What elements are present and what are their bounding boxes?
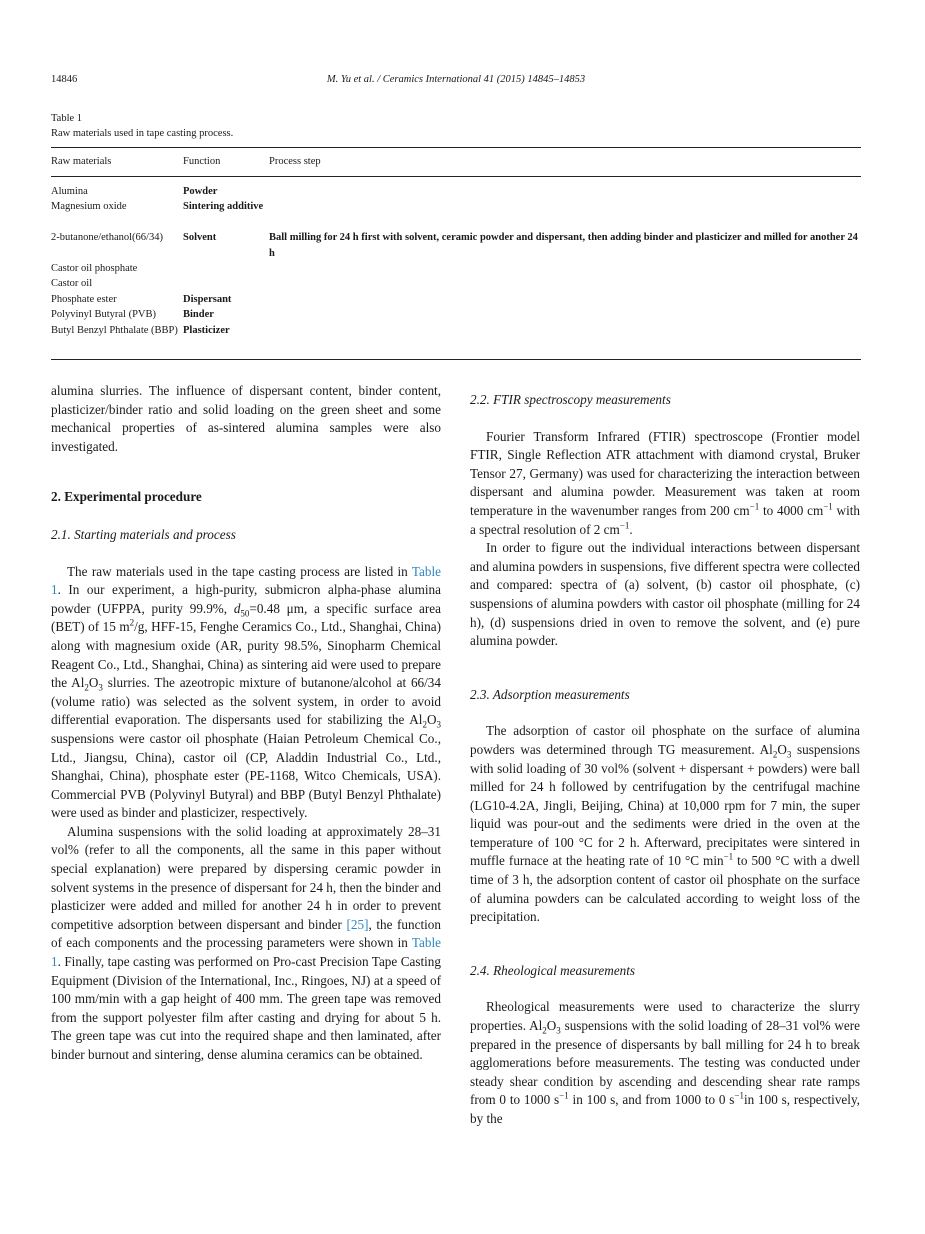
left-column <box>51 382 441 1065</box>
table-1-link[interactable]: Table 1 <box>51 563 441 598</box>
table-cell-material: Castor oil <box>51 278 93 289</box>
table-cell-material: Phosphate ester <box>51 294 117 305</box>
table-cell-material: Butyl Benzyl Phthalate (BBP) <box>51 325 178 336</box>
paragraph: The raw materials used in the tape casting process are listed in Table 1. In our experiment, a high-purity, submicron alpha-phase alumina powder (UFPPA, purity 99.9%, $d_{50}=0.48$ μm, a specific surface area (BET) of 15 $m^2/g$, HFF-15, Fenghe Ceramics Co., Ltd., Shanghai, China) along with magnesium oxide (AR, purity 98.5%, Sinopharm Chemical Reagent Co., Ltd., Shanghai, China) as sintering aid were used to prepare the $Al_2O_3$ slurries. The azeotropic mixture of butanone/alcohol at 66/34 (volume ratio) was selected as the solvent system, in order to avoid differential evaporation. The dispersants used for stabilizing the $Al_2O_3$ suspensions were castor oil phosphate (Haian Petroleum Chemical Co., Ltd., Jiangsu, China), castor oil (CP, Aladdin Industrial Co., Ltd., Shanghai, China), phosphate ester (PE-1168, Witco Chemicals, USA). Commercial PVB (Polyvinyl Butyral) and BBP (Butyl Benzyl Phthalate) were used as binder and plasticizer, respectively. <box>51 563 442 821</box>
table-cell-function: Plasticizer <box>183 325 230 336</box>
table-cell-material: Castor oil phosphate <box>51 263 138 274</box>
table-cell-function: Powder <box>183 186 218 197</box>
reference-25-link[interactable]: [25] <box>346 916 369 932</box>
table-label: Table 1 <box>51 113 83 124</box>
journal-citation: M. Yu et al. / Ceramics International 41 (2015) 14845–14853 <box>326 74 586 85</box>
table-cell-material: Magnesium oxide <box>51 201 127 212</box>
header-raw-materials: Raw materials <box>51 156 112 167</box>
table-cell-function: Dispersant <box>183 294 232 305</box>
paragraph: Rheological measurements were used to characterize the slurry properties. $Al_2O_3$ suspensions with the solid loading of 28–31 vol% were prepared in the presence of dispersants by ball milling for 24 h to break agglomerations before measurements. The testing was conducted under steady shear condition by ascending and descending shear rate ramps from 0 to 1000 $s^{-1}$ in 100 s, and from 1000 to 0 $s^{-1}in$ 100 s, respectively, by the <box>470 999 860 1126</box>
header-function: Function <box>183 156 221 167</box>
paragraph: The adsorption of castor oil phosphate on the surface of alumina powders was determined through TG measurement. $Al_2O_3$ suspensions with solid loading of 30 vol% (solvent + dispersant + powders) were ball milled for 24 h followed by centrifugation by the centrifugal machine (LG10-4.2A, Jingli, Beijing, China) at 10,000 rpm for 7 min, the super liquid was pour-out and the sediments were dried in the oven at the temperature of 100 °C for 2 h. Afterward, precipitates were sintered in muffle furnace at the heating rate of 10 °C $\min^{-1}$ to 500 °C with a dwell time of 3 h, the adsorption content of castor oil phosphate on the surface of alumina powders can be calculated according to weight loss of the precipitation. <box>470 723 861 925</box>
paragraph: Fourier Transform Infrared (FTIR) spectroscope (Frontier model FTIR, Single Reflection ATR attachment with diamond crystal, Bruker Tensor 27, Germany) was used for characterizing the interaction between dispersant and alumina powder. Measurement was taken at room temperature in the wavenumber ranges from 200 $cm^{-1}$ to 4000 $cm^{-1}$ with a spectral resolution of 2 $cm^{-1}$. <box>470 428 860 537</box>
table-1-link[interactable]: Table 1 <box>51 935 441 970</box>
table-cell-process-step: Ball milling for 24 h first with solvent, ceramic powder and dispersant, then adding binder and plasticizer and milled for another 24 h <box>269 232 858 259</box>
table-cell-function: Binder <box>183 309 214 320</box>
table-caption <box>51 111 233 141</box>
paragraph: In order to figure out the individual interactions between dispersant and alumina powders in suspensions, five different spectra were collected and compared: spectra of (a) solvent, (b) castor oil phosphate, (c) suspensions of alumina powders with castor oil phosphate (milling for 24 h), (d) suspensions dried in oven to remove the solvent, and (e) pure alumina powder. <box>470 540 860 649</box>
right-column <box>470 391 860 1129</box>
page-number: 14846 <box>51 74 78 85</box>
table-cell-material: 2-butanone/ethanol(66/34) <box>51 232 163 243</box>
table-body <box>51 177 861 359</box>
subsection-heading: 2.1. Starting materials and process <box>51 526 236 542</box>
table-header-row <box>51 148 861 177</box>
subsection-heading: 2.3. Adsorption measurements <box>470 686 630 702</box>
header-process-step: Process step <box>269 156 321 167</box>
intro-paragraph: alumina slurries. The influence of dispersant content, binder content, plasticizer/binder ratio and solid loading on the green sheet and some mechanical properties of as-sintered alumina samples were also investigated. <box>51 383 441 454</box>
table-cell-material: Polyvinyl Butyral (PVB) <box>51 309 157 320</box>
table-cell-function: Solvent <box>183 232 217 243</box>
raw-materials-table <box>51 147 861 360</box>
subsection-heading: 2.2. FTIR spectroscopy measurements <box>470 392 671 407</box>
paragraph: Alumina suspensions with the solid loading at approximately 28–31 vol% (refer to all the components, all the same in this paper without special explanation) were prepared by dispersing ceramic powder in solvent systems in the presence of dispersant for 24 h, then the binder and plasticizer were added and milled for another 24 h in order to prevent competitive adsorption between dispersant and binder [25], the function of each components and the processing parameters were shown in Table 1. Finally, tape casting was performed on Pro-cast Precision Tape Casting Equipment (Division of the International, Inc., Ringoes, NJ) at a speed of 100 mm/min with a gap height of 400 mm. The green tape was removed from the support polyester film after casting and drying for about 5 h. The green tape was cut into the required shape and then laminated, after binder burnout and sintering, dense alumina ceramics can be obtained. <box>51 823 441 1062</box>
subsection-heading: 2.4. Rheological measurements <box>470 962 636 978</box>
section-heading: 2. Experimental procedure <box>51 489 202 505</box>
table-cell-material: Alumina <box>51 186 88 197</box>
table-caption-text: Raw materials used in tape casting process. <box>51 128 234 139</box>
table-cell-function: Sintering additive <box>183 201 264 212</box>
